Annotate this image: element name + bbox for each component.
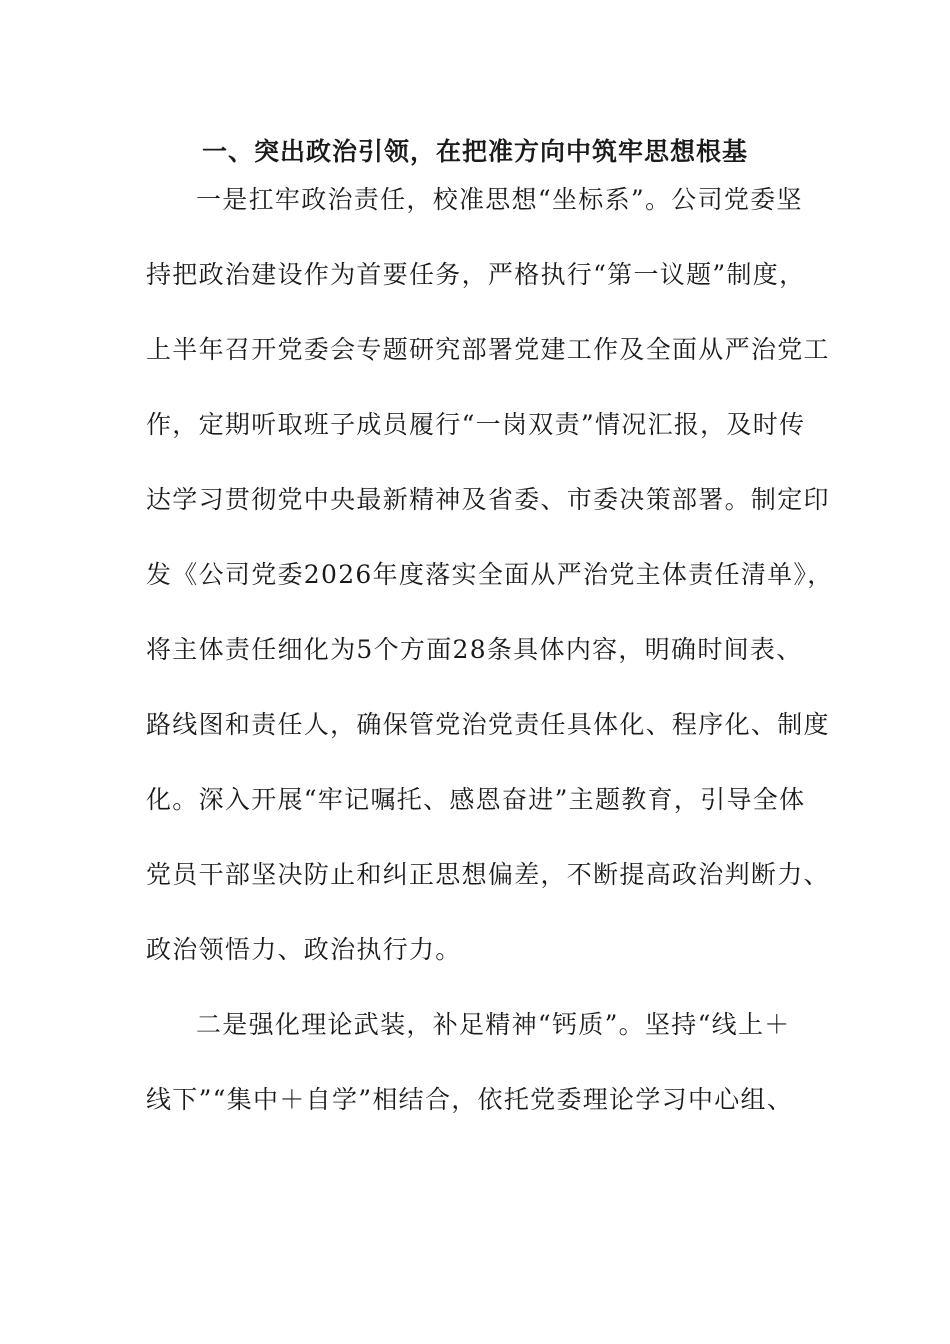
paragraph-line: 政治领悟力、政治执行力。 bbox=[146, 935, 462, 964]
paragraph-line: 化。深入开展“牢记嘱托、感恩奋进”主题教育，引导全体 bbox=[146, 785, 806, 814]
paragraph-line: 将主体责任细化为5个方面28条具体内容，明确时间表、 bbox=[146, 635, 803, 664]
paragraph-line: 党员干部坚决防止和纠正思想偏差，不断提高政治判断力、 bbox=[146, 860, 830, 889]
paragraph-1 bbox=[146, 178, 834, 1003]
paragraph-line: 一是扛牢政治责任，校准思想“坐标系”。公司党委坚 bbox=[196, 185, 803, 214]
paragraph-line: 发《公司党委2026年度落实全面从严治党主体责任清单》， bbox=[146, 560, 834, 589]
paragraph-line: 二是强化理论武装，补足精神“钙质”。坚持“线上＋ bbox=[196, 1010, 791, 1039]
paragraph-line: 达学习贯彻党中央最新精神及省委、市委决策部署。制定印 bbox=[146, 485, 830, 514]
paragraph-2 bbox=[146, 1003, 822, 1153]
paragraph-line: 持把政治建设作为首要任务，严格执行“第一议题”制度， bbox=[146, 260, 806, 289]
body-text bbox=[146, 178, 834, 1153]
paragraph-line: 上半年召开党委会专题研究部署党建工作及全面从严治党工 bbox=[146, 335, 830, 364]
section-heading: 一、突出政治引领，在把准方向中筑牢思想根基 bbox=[201, 137, 748, 166]
paragraph-line: 路线图和责任人，确保管党治党责任具体化、程序化、制度 bbox=[146, 710, 830, 739]
paragraph-line: 作，定期听取班子成员履行“一岗双责”情况汇报，及时传 bbox=[146, 410, 806, 439]
paragraph-line: 线下”“集中＋自学”相结合，依托党委理论学习中心组、 bbox=[146, 1085, 794, 1114]
